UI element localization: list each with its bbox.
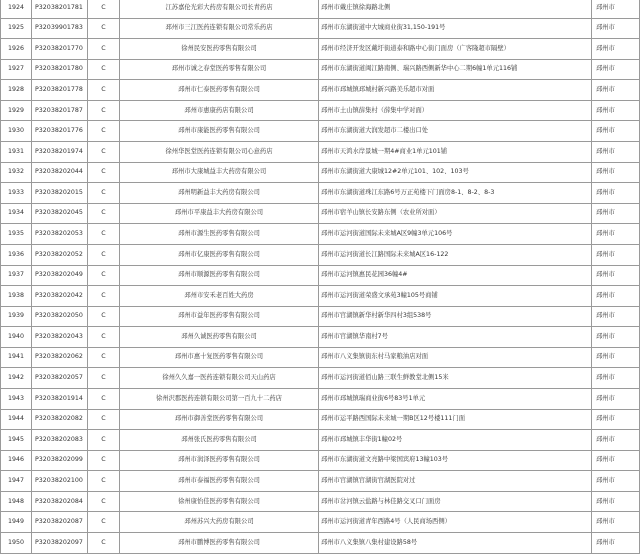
table-row (1, 142, 640, 163)
row-number: 1929 (1, 100, 32, 121)
row-number: 1924 (1, 0, 32, 18)
license-code: P32038202087 (32, 512, 88, 533)
company-name: 邳州市安禾老百姓大药房 (120, 286, 319, 307)
category-cell: C (88, 244, 120, 265)
city-cell: 邳州市 (592, 430, 640, 451)
row-number: 1928 (1, 80, 32, 101)
address-cell: 邳州市运河街道国际未来城A区9幢3单元106号 (319, 224, 592, 245)
company-name: 邳州市鹏博医药零售有限公司 (120, 533, 319, 554)
city-cell: 邳州市 (592, 491, 640, 512)
table-row (1, 203, 640, 224)
row-number: 1947 (1, 471, 32, 492)
license-code: P32038202042 (32, 286, 88, 307)
category-cell: C (88, 450, 120, 471)
row-number: 1925 (1, 18, 32, 39)
city-cell: 邳州市 (592, 286, 640, 307)
address-cell: 邳州市东湖街道中大城商业街31,150-191号 (319, 18, 592, 39)
category-cell: C (88, 471, 120, 492)
company-name: 邳州市仁泰医药零售有限公司 (120, 80, 319, 101)
license-code: P32038202049 (32, 265, 88, 286)
company-name: 徐州沢郡医药连锁有限公司第一百九十二药店 (120, 388, 319, 409)
city-cell: 邳州市 (592, 18, 640, 39)
city-cell: 邳州市 (592, 409, 640, 430)
license-code: P32038202044 (32, 162, 88, 183)
company-name: 邳州张氏医药零售有限公司 (120, 430, 319, 451)
row-number: 1936 (1, 244, 32, 265)
table-row (1, 450, 640, 471)
company-name: 邳州久诚医药零售有限公司 (120, 327, 319, 348)
address-cell: 邳州市运河街道长江路国际未来城A区16-122 (319, 244, 592, 265)
table-row (1, 491, 640, 512)
table-row (1, 0, 640, 18)
city-cell: 邳州市 (592, 39, 640, 60)
category-cell: C (88, 142, 120, 163)
address-cell: 邳州市邳城镇丰华街1幢02号 (319, 430, 592, 451)
table-row (1, 347, 640, 368)
category-cell: C (88, 183, 120, 204)
table-row (1, 388, 640, 409)
table-row (1, 327, 640, 348)
address-cell: 邳州市土山镇薛集村（薛集中学对面） (319, 100, 592, 121)
address-cell: 邳州市八义集镇八集村建设路58号 (319, 533, 592, 554)
address-cell: 邳州市八义集镇街东村马家粮油店对面 (319, 347, 592, 368)
company-name: 邳州苏兴大药房有限公司 (120, 512, 319, 533)
table-row (1, 100, 640, 121)
category-cell: C (88, 121, 120, 142)
row-number: 1950 (1, 533, 32, 554)
address-cell: 邳州市东湖街道珠江东路6号万正苑楼下门面房8-1、8-2、8-3 (319, 183, 592, 204)
address-cell: 邳州市运河街道荣盛文承苑3幢105号商铺 (319, 286, 592, 307)
table-row (1, 162, 640, 183)
row-number: 1933 (1, 183, 32, 204)
address-cell: 邳州市官湖镇官湖街官湖医院对过 (319, 471, 592, 492)
address-cell: 邳州市运平路西国际未来城一期B区12号楼111门面 (319, 409, 592, 430)
city-cell: 邳州市 (592, 203, 640, 224)
category-cell: C (88, 430, 120, 451)
category-cell: C (88, 100, 120, 121)
row-number: 1930 (1, 121, 32, 142)
row-number: 1949 (1, 512, 32, 533)
company-name: 徐州久久嘉一医药连锁有限公司天山药店 (120, 368, 319, 389)
company-name: 江苏嘉伦光彩大药房有限公司长青药店 (120, 0, 319, 18)
row-number: 1948 (1, 491, 32, 512)
address-cell: 邳州市运河街道青年西路4号（人民商场西侧） (319, 512, 592, 533)
company-name: 邳州市平康益丰大药房有限公司 (120, 203, 319, 224)
company-name: 邳州市泰福医药零售有限公司 (120, 471, 319, 492)
address-cell: 邳州市经济开发区戴圩街道泰和路中心街门面房（广客隆超市隔壁） (319, 39, 592, 60)
row-number: 1927 (1, 59, 32, 80)
row-number: 1935 (1, 224, 32, 245)
row-number: 1941 (1, 347, 32, 368)
category-cell: C (88, 388, 120, 409)
license-code: P32038202053 (32, 224, 88, 245)
license-code: P32038201770 (32, 39, 88, 60)
row-number: 1943 (1, 388, 32, 409)
table-body (1, 0, 640, 553)
table-row (1, 265, 640, 286)
company-name: 徐州民安医药零售有限公司 (120, 39, 319, 60)
table-row (1, 471, 640, 492)
license-code: P32038202043 (32, 327, 88, 348)
address-cell: 邳州市东湖街道大润发超市二楼出口处 (319, 121, 592, 142)
category-cell: C (88, 491, 120, 512)
row-number: 1934 (1, 203, 32, 224)
address-cell: 邳州市运河街道佰山路三联生鲜教堂北侧15米 (319, 368, 592, 389)
company-name: 邳州市亿康医药零售有限公司 (120, 244, 319, 265)
row-number: 1946 (1, 450, 32, 471)
license-code: P32038202050 (32, 306, 88, 327)
category-cell: C (88, 0, 120, 18)
city-cell: 邳州市 (592, 142, 640, 163)
category-cell: C (88, 39, 120, 60)
company-name: 徐州康怡佳医药零售有限公司 (120, 491, 319, 512)
license-code: P32038201776 (32, 121, 88, 142)
category-cell: C (88, 409, 120, 430)
table-row (1, 533, 640, 554)
table-row (1, 80, 640, 101)
license-code: P32039901783 (32, 18, 88, 39)
table-row (1, 430, 640, 451)
city-cell: 邳州市 (592, 0, 640, 18)
license-code: P32038201781 (32, 0, 88, 18)
license-code: P32038202052 (32, 244, 88, 265)
table-row (1, 512, 640, 533)
license-code: P32038201787 (32, 100, 88, 121)
row-number: 1938 (1, 286, 32, 307)
address-cell: 邳州市戴庄镇徐海路北侧 (319, 0, 592, 18)
address-cell: 邳州市岔河镇云盐路与林佳路交叉口门面房 (319, 491, 592, 512)
table-row (1, 368, 640, 389)
license-code: P32038202057 (32, 368, 88, 389)
row-number: 1945 (1, 430, 32, 451)
category-cell: C (88, 327, 120, 348)
row-number: 1942 (1, 368, 32, 389)
table-row (1, 306, 640, 327)
company-name: 邳州市三江医药连锁有限公司常乐药店 (120, 18, 319, 39)
address-cell: 邳州市东湖街道大康城12#2单元101、102、103号 (319, 162, 592, 183)
category-cell: C (88, 203, 120, 224)
license-code: P32038201974 (32, 142, 88, 163)
category-cell: C (88, 368, 120, 389)
city-cell: 邳州市 (592, 368, 640, 389)
city-cell: 邳州市 (592, 388, 640, 409)
address-cell: 邳州市宿羊山镇长安路东侧（农业所对面） (319, 203, 592, 224)
license-code: P32038201780 (32, 59, 88, 80)
company-name: 邳州市润泽医药零售有限公司 (120, 450, 319, 471)
city-cell: 邳州市 (592, 450, 640, 471)
category-cell: C (88, 533, 120, 554)
city-cell: 邳州市 (592, 59, 640, 80)
city-cell: 邳州市 (592, 265, 640, 286)
row-number: 1937 (1, 265, 32, 286)
company-name: 邳州市益年医药零售有限公司 (120, 306, 319, 327)
company-name: 邳州明新益丰大药房有限公司 (120, 183, 319, 204)
category-cell: C (88, 306, 120, 327)
category-cell: C (88, 347, 120, 368)
city-cell: 邳州市 (592, 244, 640, 265)
city-cell: 邳州市 (592, 512, 640, 533)
city-cell: 邳州市 (592, 533, 640, 554)
city-cell: 邳州市 (592, 306, 640, 327)
row-number: 1940 (1, 327, 32, 348)
license-code: P32038202084 (32, 491, 88, 512)
row-number: 1932 (1, 162, 32, 183)
city-cell: 邳州市 (592, 100, 640, 121)
address-cell: 邳州市邳城镇瑞商业街6号83号1单元 (319, 388, 592, 409)
city-cell: 邳州市 (592, 347, 640, 368)
license-code: P32038202097 (32, 533, 88, 554)
company-name: 邳州市顺源医药零售有限公司 (120, 265, 319, 286)
table-row (1, 286, 640, 307)
category-cell: C (88, 265, 120, 286)
address-cell: 邳州市邳城镇邳城村新兴路美乐超市对面 (319, 80, 592, 101)
category-cell: C (88, 18, 120, 39)
company-name: 邳州市御善堂医药零售有限公司 (120, 409, 319, 430)
category-cell: C (88, 224, 120, 245)
address-cell: 邳州市东湖街道闽江路南侧、瑞兴路西侧新华中心二期6幢1单元116铺 (319, 59, 592, 80)
license-code: P32038202015 (32, 183, 88, 204)
license-code: P32038202100 (32, 471, 88, 492)
company-name: 邳州市康能医药零售有限公司 (120, 121, 319, 142)
license-code: P32038202062 (32, 347, 88, 368)
table-row (1, 59, 640, 80)
address-cell: 邳州市官湖镇华南村7号 (319, 327, 592, 348)
address-cell: 邳州市运河镇惠民花园36幢4# (319, 265, 592, 286)
table-row (1, 409, 640, 430)
license-code: P32038201914 (32, 388, 88, 409)
city-cell: 邳州市 (592, 327, 640, 348)
license-code: P32038202045 (32, 203, 88, 224)
category-cell: C (88, 512, 120, 533)
row-number: 1926 (1, 39, 32, 60)
company-name: 邳州市大康城益丰大药房有限公司 (120, 162, 319, 183)
company-name: 邳州市惠康药店有限公司 (120, 100, 319, 121)
city-cell: 邳州市 (592, 121, 640, 142)
table-row (1, 18, 640, 39)
category-cell: C (88, 286, 120, 307)
company-name: 邳州市诚之春堂医药零售有限公司 (120, 59, 319, 80)
city-cell: 邳州市 (592, 224, 640, 245)
city-cell: 邳州市 (592, 183, 640, 204)
address-cell: 邳州市东湖街道文亮路中梁国宾府13幢103号 (319, 450, 592, 471)
row-number: 1944 (1, 409, 32, 430)
license-code: P32038202099 (32, 450, 88, 471)
category-cell: C (88, 59, 120, 80)
row-number: 1931 (1, 142, 32, 163)
table-row (1, 183, 640, 204)
license-code: P32038202082 (32, 409, 88, 430)
city-cell: 邳州市 (592, 471, 640, 492)
table-row (1, 121, 640, 142)
category-cell: C (88, 80, 120, 101)
company-name: 邳州市源生医药零售有限公司 (120, 224, 319, 245)
category-cell: C (88, 162, 120, 183)
city-cell: 邳州市 (592, 162, 640, 183)
company-name: 邳州市惠十复医药零售有限公司 (120, 347, 319, 368)
table-row (1, 244, 640, 265)
address-cell: 邳州市天鸿水岸景城一期4#商业1单元101铺 (319, 142, 592, 163)
row-number: 1939 (1, 306, 32, 327)
company-name: 徐州华医堂医药连锁有限公司心意药店 (120, 142, 319, 163)
address-cell: 邳州市官湖镇新华村新华四村3组538号 (319, 306, 592, 327)
license-code: P32038202083 (32, 430, 88, 451)
table-row (1, 39, 640, 60)
city-cell: 邳州市 (592, 80, 640, 101)
license-code: P32038201778 (32, 80, 88, 101)
table-row (1, 224, 640, 245)
